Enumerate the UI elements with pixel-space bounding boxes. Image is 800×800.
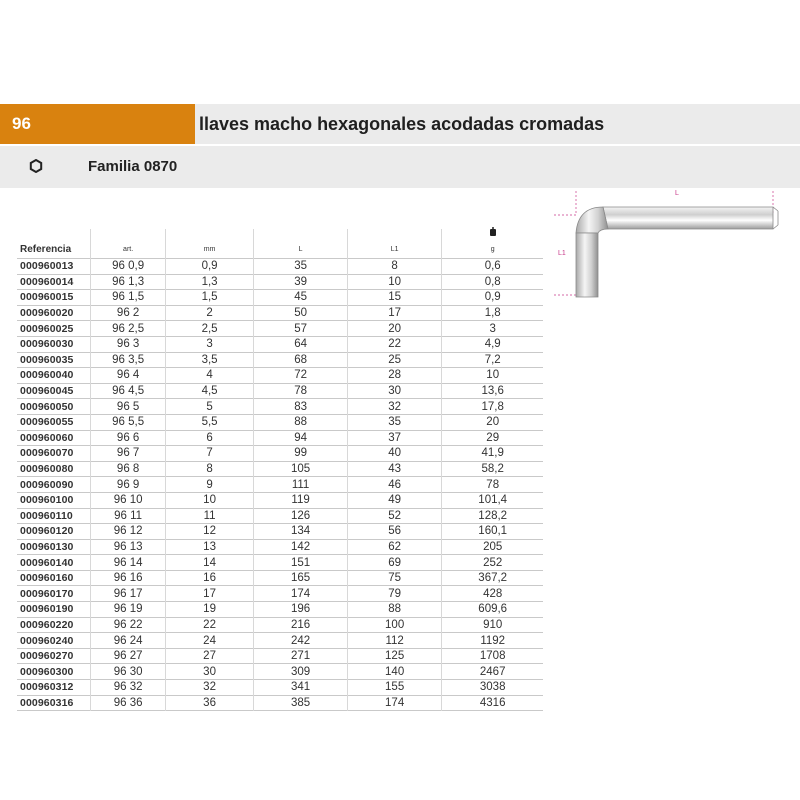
cell-L1: 125 xyxy=(347,648,442,664)
table-row xyxy=(17,648,543,664)
cell-weight: 0,9 xyxy=(442,290,543,306)
cell-weight: 160,1 xyxy=(442,524,543,540)
cell-art: 96 36 xyxy=(91,695,165,711)
header-weight xyxy=(442,229,543,259)
cell-mm: 7 xyxy=(165,446,254,462)
cell-L: 216 xyxy=(254,617,348,633)
cell-weight: 101,4 xyxy=(442,492,543,508)
section-header xyxy=(0,104,800,144)
cell-reference: 000960120 xyxy=(20,525,74,538)
table-row xyxy=(17,321,543,337)
cell-L: 385 xyxy=(254,695,348,711)
table-row xyxy=(17,555,543,571)
cell-reference: 000960312 xyxy=(20,681,74,694)
cell-weight: 41,9 xyxy=(442,446,543,462)
cell-weight: 13,6 xyxy=(442,383,543,399)
cell-art: 96 1,3 xyxy=(91,274,165,290)
cell-L1: 155 xyxy=(347,680,442,696)
table-row xyxy=(17,430,543,446)
cell-L: 165 xyxy=(254,570,348,586)
table-row xyxy=(17,492,543,508)
cell-art: 96 11 xyxy=(91,508,165,524)
cell-reference: 000960100 xyxy=(20,494,74,507)
cell-L: 50 xyxy=(254,305,348,321)
cell-art: 96 6 xyxy=(91,430,165,446)
cell-weight: 1708 xyxy=(442,648,543,664)
cell-L1: 37 xyxy=(347,430,442,446)
cell-L1: 46 xyxy=(347,477,442,493)
cell-art: 96 24 xyxy=(91,633,165,649)
table-row xyxy=(17,305,543,321)
cell-reference: 000960045 xyxy=(20,385,74,398)
cell-L: 111 xyxy=(254,477,348,493)
table-row xyxy=(17,352,543,368)
cell-weight: 0,6 xyxy=(442,259,543,275)
cell-L: 105 xyxy=(254,461,348,477)
cell-reference: 000960160 xyxy=(20,572,74,585)
cell-L1: 32 xyxy=(347,399,442,415)
cell-reference: 000960170 xyxy=(20,587,74,600)
cell-reference: 000960140 xyxy=(20,556,74,569)
cell-weight: 4316 xyxy=(442,695,543,711)
cell-L: 39 xyxy=(254,274,348,290)
cell-reference: 000960025 xyxy=(20,322,74,335)
cell-art: 96 17 xyxy=(91,586,165,602)
cell-art: 96 27 xyxy=(91,648,165,664)
header-reference: Referencia xyxy=(20,244,72,255)
cell-art: 96 2 xyxy=(91,305,165,321)
cell-L1: 112 xyxy=(347,633,442,649)
table-row xyxy=(17,617,543,633)
cell-mm: 5,5 xyxy=(165,414,254,430)
cell-L: 119 xyxy=(254,492,348,508)
table-row xyxy=(17,524,543,540)
cell-mm: 19 xyxy=(165,602,254,618)
cell-L: 271 xyxy=(254,648,348,664)
cell-L1: 140 xyxy=(347,664,442,680)
table-row xyxy=(17,539,543,555)
cell-L1: 22 xyxy=(347,336,442,352)
cell-L: 64 xyxy=(254,336,348,352)
cell-weight: 910 xyxy=(442,617,543,633)
cell-weight: 252 xyxy=(442,555,543,571)
cell-weight: 4,9 xyxy=(442,336,543,352)
cell-reference: 000960035 xyxy=(20,353,74,366)
table-row xyxy=(17,383,543,399)
cell-reference: 000960270 xyxy=(20,650,74,663)
cell-mm: 36 xyxy=(165,695,254,711)
cell-weight: 20 xyxy=(442,414,543,430)
cell-L1: 35 xyxy=(347,414,442,430)
cell-art: 96 5 xyxy=(91,399,165,415)
table-body xyxy=(17,259,543,711)
cell-weight: 7,2 xyxy=(442,352,543,368)
cell-art: 96 7 xyxy=(91,446,165,462)
cell-mm: 1,5 xyxy=(165,290,254,306)
cell-art: 96 32 xyxy=(91,680,165,696)
cell-mm: 2 xyxy=(165,305,254,321)
cell-mm: 11 xyxy=(165,508,254,524)
cell-L: 142 xyxy=(254,539,348,555)
cell-L: 341 xyxy=(254,680,348,696)
cell-L: 174 xyxy=(254,586,348,602)
table-row xyxy=(17,336,543,352)
cell-L: 242 xyxy=(254,633,348,649)
table-row xyxy=(17,477,543,493)
header-mm: mm xyxy=(165,229,254,259)
cell-L1: 88 xyxy=(347,602,442,618)
cell-L1: 52 xyxy=(347,508,442,524)
spec-table xyxy=(17,229,543,711)
cell-mm: 12 xyxy=(165,524,254,540)
cell-L1: 28 xyxy=(347,368,442,384)
cell-L: 72 xyxy=(254,368,348,384)
cell-weight: 367,2 xyxy=(442,570,543,586)
cell-reference: 000960300 xyxy=(20,665,74,678)
cell-art: 96 22 xyxy=(91,617,165,633)
cell-L1: 25 xyxy=(347,352,442,368)
header-art: art. xyxy=(91,229,165,259)
cell-weight: 3 xyxy=(442,321,543,337)
cell-L1: 62 xyxy=(347,539,442,555)
cell-art: 96 19 xyxy=(91,602,165,618)
family-bar xyxy=(0,146,800,188)
cell-mm: 4,5 xyxy=(165,383,254,399)
table-row xyxy=(17,290,543,306)
cell-mm: 27 xyxy=(165,648,254,664)
cell-art: 96 2,5 xyxy=(91,321,165,337)
cell-L: 68 xyxy=(254,352,348,368)
section-number: 96 xyxy=(0,104,195,144)
cell-art: 96 3 xyxy=(91,336,165,352)
cell-art: 96 14 xyxy=(91,555,165,571)
cell-L1: 79 xyxy=(347,586,442,602)
cell-weight: 29 xyxy=(442,430,543,446)
header-L: L xyxy=(254,229,348,259)
table-row xyxy=(17,399,543,415)
header-L1: L1 xyxy=(347,229,442,259)
cell-art: 96 4,5 xyxy=(91,383,165,399)
cell-art: 96 1,5 xyxy=(91,290,165,306)
cell-art: 96 8 xyxy=(91,461,165,477)
table-row xyxy=(17,259,543,275)
cell-art: 96 16 xyxy=(91,570,165,586)
cell-L: 99 xyxy=(254,446,348,462)
cell-L: 57 xyxy=(254,321,348,337)
cell-mm: 6 xyxy=(165,430,254,446)
cell-reference: 000960013 xyxy=(20,260,74,273)
table-row xyxy=(17,602,543,618)
cell-L1: 20 xyxy=(347,321,442,337)
cell-reference: 000960050 xyxy=(20,400,74,413)
cell-art: 96 13 xyxy=(91,539,165,555)
cell-L1: 15 xyxy=(347,290,442,306)
cell-weight: 58,2 xyxy=(442,461,543,477)
table-row xyxy=(17,695,543,711)
cell-reference: 000960020 xyxy=(20,307,74,320)
cell-mm: 0,9 xyxy=(165,259,254,275)
table-row xyxy=(17,633,543,649)
hexagon-outline-icon xyxy=(29,159,43,173)
cell-mm: 22 xyxy=(165,617,254,633)
cell-weight: 78 xyxy=(442,477,543,493)
cell-L1: 69 xyxy=(347,555,442,571)
cell-L1: 75 xyxy=(347,570,442,586)
cell-art: 96 9 xyxy=(91,477,165,493)
cell-L1: 17 xyxy=(347,305,442,321)
cell-weight: 1192 xyxy=(442,633,543,649)
table-row xyxy=(17,461,543,477)
cell-mm: 16 xyxy=(165,570,254,586)
cell-weight: 128,2 xyxy=(442,508,543,524)
cell-mm: 24 xyxy=(165,633,254,649)
cell-reference: 000960130 xyxy=(20,540,74,553)
cell-reference: 000960240 xyxy=(20,634,74,647)
family-label: Familia 0870 xyxy=(88,158,178,175)
cell-mm: 1,3 xyxy=(165,274,254,290)
cell-weight: 10 xyxy=(442,368,543,384)
cell-mm: 4 xyxy=(165,368,254,384)
cell-L: 94 xyxy=(254,430,348,446)
cell-L1: 30 xyxy=(347,383,442,399)
cell-L: 151 xyxy=(254,555,348,571)
cell-art: 96 10 xyxy=(91,492,165,508)
cell-mm: 13 xyxy=(165,539,254,555)
cell-L: 35 xyxy=(254,259,348,275)
cell-reference: 000960110 xyxy=(20,509,73,522)
header-weight-unit: g xyxy=(490,246,495,253)
cell-reference: 000960055 xyxy=(20,416,74,429)
cell-mm: 3 xyxy=(165,336,254,352)
table-row xyxy=(17,586,543,602)
cell-L1: 8 xyxy=(347,259,442,275)
cell-L1: 56 xyxy=(347,524,442,540)
cell-L: 126 xyxy=(254,508,348,524)
cell-reference: 000960060 xyxy=(20,431,74,444)
cell-L1: 43 xyxy=(347,461,442,477)
table-row xyxy=(17,570,543,586)
cell-mm: 30 xyxy=(165,664,254,680)
cell-mm: 17 xyxy=(165,586,254,602)
cell-L1: 10 xyxy=(347,274,442,290)
cell-L: 88 xyxy=(254,414,348,430)
cell-weight: 0,8 xyxy=(442,274,543,290)
weight-icon xyxy=(490,229,496,236)
table-row xyxy=(17,680,543,696)
cell-reference: 000960030 xyxy=(20,338,74,351)
cell-art: 96 30 xyxy=(91,664,165,680)
cell-mm: 9 xyxy=(165,477,254,493)
dimension-L1-label: L1 xyxy=(558,250,566,257)
cell-reference: 000960070 xyxy=(20,447,74,460)
table-row xyxy=(17,368,543,384)
cell-weight: 428 xyxy=(442,586,543,602)
cell-weight: 205 xyxy=(442,539,543,555)
cell-mm: 5 xyxy=(165,399,254,415)
cell-mm: 2,5 xyxy=(165,321,254,337)
table-row xyxy=(17,446,543,462)
cell-weight: 1,8 xyxy=(442,305,543,321)
dimension-L-label: L xyxy=(675,190,679,197)
cell-L1: 174 xyxy=(347,695,442,711)
cell-reference: 000960040 xyxy=(20,369,74,382)
cell-weight: 609,6 xyxy=(442,602,543,618)
cell-art: 96 12 xyxy=(91,524,165,540)
cell-mm: 8 xyxy=(165,461,254,477)
cell-mm: 3,5 xyxy=(165,352,254,368)
cell-L1: 40 xyxy=(347,446,442,462)
cell-weight: 17,8 xyxy=(442,399,543,415)
section-title: llaves macho hexagonales acodadas cromadas xyxy=(195,104,800,144)
table-row xyxy=(17,664,543,680)
cell-art: 96 3,5 xyxy=(91,352,165,368)
cell-reference: 000960080 xyxy=(20,463,74,476)
cell-art: 96 5,5 xyxy=(91,414,165,430)
cell-art: 96 0,9 xyxy=(91,259,165,275)
hex-key-illustration xyxy=(548,185,788,315)
table-row xyxy=(17,274,543,290)
cell-reference: 000960015 xyxy=(20,291,74,304)
hex-key-diagram xyxy=(548,185,788,315)
cell-reference: 000960014 xyxy=(20,275,74,288)
cell-L: 134 xyxy=(254,524,348,540)
cell-weight: 2467 xyxy=(442,664,543,680)
cell-mm: 14 xyxy=(165,555,254,571)
cell-L: 83 xyxy=(254,399,348,415)
table-row xyxy=(17,414,543,430)
cell-reference: 000960220 xyxy=(20,618,74,631)
cell-art: 96 4 xyxy=(91,368,165,384)
cell-L: 45 xyxy=(254,290,348,306)
cell-L1: 100 xyxy=(347,617,442,633)
table-row xyxy=(17,508,543,524)
cell-L: 78 xyxy=(254,383,348,399)
cell-mm: 32 xyxy=(165,680,254,696)
cell-reference: 000960316 xyxy=(20,696,74,709)
table-header-row xyxy=(17,229,543,259)
cell-reference: 000960190 xyxy=(20,603,74,616)
cell-L1: 49 xyxy=(347,492,442,508)
cell-weight: 3038 xyxy=(442,680,543,696)
cell-reference: 000960090 xyxy=(20,478,74,491)
cell-L: 196 xyxy=(254,602,348,618)
cell-mm: 10 xyxy=(165,492,254,508)
cell-L: 309 xyxy=(254,664,348,680)
